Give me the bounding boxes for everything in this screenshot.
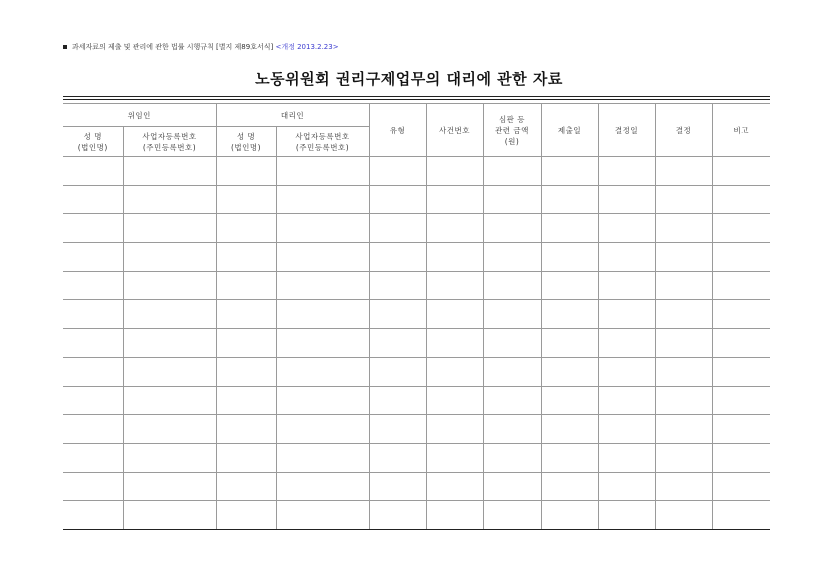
table-cell[interactable] [655,157,712,186]
table-cell[interactable] [541,329,598,358]
table-cell[interactable] [655,472,712,501]
table-cell[interactable] [598,472,655,501]
table-cell[interactable] [276,329,369,358]
table-cell[interactable] [123,300,216,329]
table-cell[interactable] [276,214,369,243]
table-cell[interactable] [216,329,276,358]
header-principal-group: 위임인 [63,104,216,127]
table-cell[interactable] [712,386,770,415]
table-cell[interactable] [369,472,426,501]
table-cell[interactable] [426,243,483,272]
table-cell[interactable] [712,185,770,214]
table-row [63,501,770,530]
page-title: 노동위원회 권리구제업무의 대리에 관한 자료 [255,70,563,88]
table-cell[interactable] [655,329,712,358]
table-cell[interactable] [216,443,276,472]
table-cell[interactable] [123,185,216,214]
table-cell[interactable] [216,214,276,243]
table-cell[interactable] [216,300,276,329]
table-cell[interactable] [426,214,483,243]
table-cell[interactable] [598,415,655,444]
table-cell[interactable] [369,357,426,386]
table-cell[interactable] [63,386,123,415]
table-cell[interactable] [369,185,426,214]
table-cell[interactable] [541,472,598,501]
table-cell[interactable] [276,357,369,386]
table-cell[interactable] [276,271,369,300]
table-cell[interactable] [63,329,123,358]
table-cell[interactable] [369,386,426,415]
table-cell[interactable] [712,271,770,300]
table-row [63,329,770,358]
table-cell[interactable] [426,386,483,415]
table-cell[interactable] [216,357,276,386]
table-cell[interactable] [123,329,216,358]
table-cell[interactable] [483,443,541,472]
table-cell[interactable] [63,243,123,272]
table-cell[interactable] [63,185,123,214]
table-cell[interactable] [712,329,770,358]
table-cell[interactable] [541,415,598,444]
header-principal-name [63,127,123,157]
table-cell[interactable] [483,329,541,358]
table-cell[interactable] [63,357,123,386]
table-cell[interactable] [63,157,123,186]
header-agent-name [216,127,276,157]
title-rule-top [63,96,770,97]
table-cell[interactable] [276,243,369,272]
table-cell[interactable] [541,243,598,272]
table-cell[interactable] [369,501,426,530]
table-cell[interactable] [426,501,483,530]
table-cell[interactable] [276,501,369,530]
table-cell[interactable] [541,501,598,530]
regulation-text: 과세자료의 제출 및 관리에 관한 법률 시행규칙 [별지 제89호서식] [72,43,274,51]
table-cell[interactable] [123,443,216,472]
table-cell[interactable] [541,357,598,386]
table-cell[interactable] [541,185,598,214]
table-cell[interactable] [655,185,712,214]
table-cell[interactable] [598,357,655,386]
principal-bizno-label: 사업자등록번호 [142,131,197,141]
table-row [63,443,770,472]
table-cell[interactable] [712,300,770,329]
table-cell[interactable] [483,271,541,300]
table-cell[interactable] [598,329,655,358]
table-cell[interactable] [483,357,541,386]
table-cell[interactable] [123,501,216,530]
header-principal-id [123,127,216,157]
table-cell[interactable] [216,271,276,300]
table-cell[interactable] [63,415,123,444]
table-cell[interactable] [483,214,541,243]
header-submit-date: 제출일 [541,104,598,157]
data-table [63,103,770,530]
table-cell[interactable] [598,386,655,415]
table-cell[interactable] [598,271,655,300]
table-cell[interactable] [123,243,216,272]
table-cell[interactable] [655,357,712,386]
table-cell[interactable] [598,300,655,329]
table-cell[interactable] [426,472,483,501]
bullet-icon [63,45,67,49]
agent-bizno-label: 사업자등록번호 [295,131,350,141]
table-cell[interactable] [483,472,541,501]
table-cell[interactable] [369,243,426,272]
table-row [63,271,770,300]
table-cell[interactable] [123,271,216,300]
table-cell[interactable] [598,157,655,186]
table-cell[interactable] [369,329,426,358]
table-cell[interactable] [655,501,712,530]
table-cell[interactable] [123,472,216,501]
table-cell[interactable] [216,185,276,214]
table-cell[interactable] [712,472,770,501]
header-amount-line3: (원) [504,136,520,146]
table-cell[interactable] [598,243,655,272]
table-cell[interactable] [655,386,712,415]
header-decision-date: 결정일 [598,104,655,157]
table-cell[interactable] [712,415,770,444]
table-cell[interactable] [63,443,123,472]
table-cell[interactable] [63,501,123,530]
table-cell[interactable] [483,501,541,530]
header-agent-group: 대리인 [216,104,369,127]
table-cell[interactable] [598,185,655,214]
table-cell[interactable] [541,443,598,472]
table-cell[interactable] [655,443,712,472]
form-reference [63,42,339,52]
agent-name-label: 성 명 [236,131,256,141]
table-cell[interactable] [216,415,276,444]
table-row [63,185,770,214]
table-row [63,386,770,415]
table-cell[interactable] [369,157,426,186]
agent-resno-label: (주민등록번호) [295,142,350,152]
header-agent-id [276,127,369,157]
table-cell[interactable] [216,472,276,501]
table-cell[interactable] [426,443,483,472]
table-cell[interactable] [541,386,598,415]
table-cell[interactable] [426,357,483,386]
table-cell[interactable] [426,157,483,186]
table-cell[interactable] [63,214,123,243]
table-cell[interactable] [655,271,712,300]
table-row [63,214,770,243]
table-cell[interactable] [123,415,216,444]
table-cell[interactable] [655,243,712,272]
table-cell[interactable] [276,386,369,415]
table-row [63,415,770,444]
table-cell[interactable] [276,472,369,501]
table-cell[interactable] [276,300,369,329]
table-cell[interactable] [483,415,541,444]
table-cell[interactable] [541,157,598,186]
table-cell[interactable] [369,443,426,472]
table-cell[interactable] [276,415,369,444]
agent-corp-label: (법인명) [230,142,262,152]
table-cell[interactable] [483,157,541,186]
table-cell[interactable] [426,329,483,358]
table-cell[interactable] [369,300,426,329]
table-cell[interactable] [598,443,655,472]
table-cell[interactable] [216,386,276,415]
table-cell[interactable] [483,300,541,329]
table-cell[interactable] [216,243,276,272]
table-cell[interactable] [216,501,276,530]
table-cell[interactable] [63,472,123,501]
table-cell[interactable] [63,271,123,300]
table-cell[interactable] [483,185,541,214]
table-cell[interactable] [712,157,770,186]
table-cell[interactable] [655,415,712,444]
table-cell[interactable] [276,185,369,214]
header-remarks: 비고 [712,104,770,157]
table-cell[interactable] [712,443,770,472]
table-cell[interactable] [426,185,483,214]
table-cell[interactable] [426,415,483,444]
table-cell[interactable] [123,357,216,386]
table-cell[interactable] [655,214,712,243]
header-related-amount [483,104,541,157]
table-row [63,300,770,329]
header-amount-line1: 심판 등 [498,114,526,124]
table-cell[interactable] [541,300,598,329]
table-cell[interactable] [598,501,655,530]
amendment-link[interactable]: <개정 2013.2.23> [275,43,339,51]
principal-corp-label: (법인명) [77,142,108,152]
header-amount-line2: 관련 금액 [495,125,529,135]
table-cell[interactable] [541,271,598,300]
table-cell[interactable] [123,386,216,415]
principal-name-label: 성 명 [83,131,102,141]
table-row [63,157,770,186]
table-cell[interactable] [712,214,770,243]
table-row [63,472,770,501]
table-row [63,243,770,272]
table-cell[interactable] [369,214,426,243]
header-type: 유형 [369,104,426,157]
table-cell[interactable] [712,357,770,386]
table-cell[interactable] [655,300,712,329]
table-row [63,357,770,386]
table-cell[interactable] [276,157,369,186]
header-case-number: 사건번호 [426,104,483,157]
table-cell[interactable] [123,157,216,186]
table-cell[interactable] [483,243,541,272]
table-cell[interactable] [598,214,655,243]
table-cell[interactable] [216,157,276,186]
table-cell[interactable] [369,271,426,300]
title-rule-bottom [63,99,770,100]
table-cell[interactable] [541,214,598,243]
table-cell[interactable] [483,386,541,415]
table-cell[interactable] [276,443,369,472]
table-cell[interactable] [426,300,483,329]
table-cell[interactable] [426,271,483,300]
table-cell[interactable] [712,243,770,272]
header-decision: 결정 [655,104,712,157]
table-cell[interactable] [369,415,426,444]
table-cell[interactable] [63,300,123,329]
principal-resno-label: (주민등록번호) [142,142,197,152]
table-cell[interactable] [123,214,216,243]
table-cell[interactable] [712,501,770,530]
